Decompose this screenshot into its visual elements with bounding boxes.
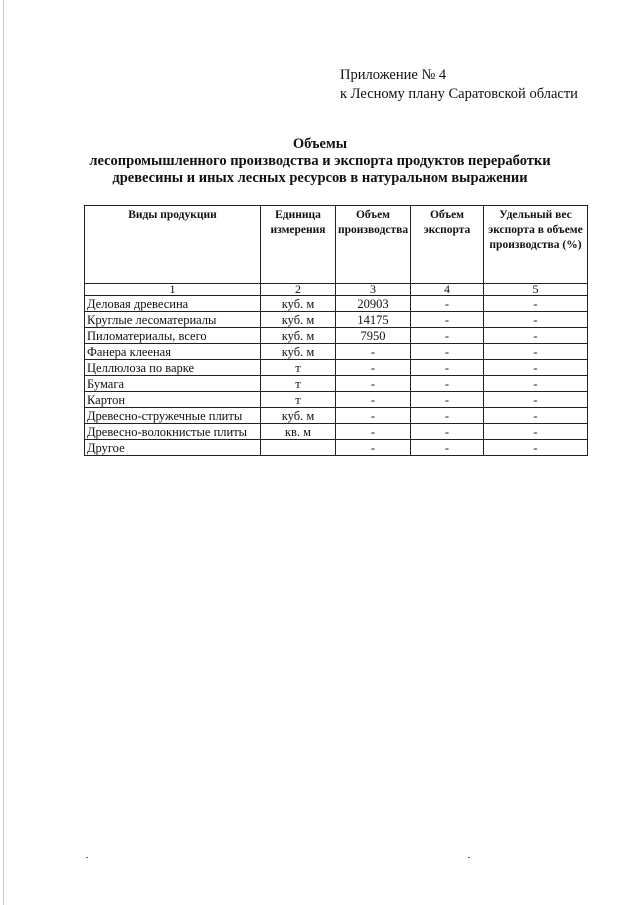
export-cell: - [411,312,484,328]
column-number-row [85,284,588,296]
production-cell: 14175 [336,312,411,328]
unit-cell: куб. м [261,312,336,328]
export-cell: - [411,360,484,376]
product-name: Фанера клееная [85,344,261,360]
export-cell: - [411,392,484,408]
header-export-volume: Объем экспорта [411,206,484,284]
production-cell: - [336,376,411,392]
table-row [85,296,588,312]
share-cell: - [484,360,588,376]
product-name: Картон [85,392,261,408]
unit-cell: т [261,392,336,408]
export-cell: - [411,408,484,424]
column-number: 4 [411,284,484,296]
table-row [85,312,588,328]
scan-speck [468,857,470,858]
production-cell: - [336,392,411,408]
share-cell: - [484,408,588,424]
title-line-2: лесопромышленного производства и экспорта продуктов переработки [89,153,551,169]
export-cell: - [411,344,484,360]
production-cell: 20903 [336,296,411,312]
unit-cell: кв. м [261,424,336,440]
export-cell: - [411,328,484,344]
document-title [0,136,640,187]
unit-cell: куб. м [261,408,336,424]
column-number: 5 [484,284,588,296]
column-number: 3 [336,284,411,296]
export-cell: - [411,296,484,312]
share-cell: - [484,312,588,328]
share-cell: - [484,440,588,456]
header-production-volume: Объем производства [336,206,411,284]
production-table [84,205,588,456]
production-cell: 7950 [336,328,411,344]
product-name: Древесно-стружечные плиты [85,408,261,424]
header-unit: Единица измерения [261,206,336,284]
export-cell: - [411,376,484,392]
share-cell: - [484,344,588,360]
column-number: 1 [85,284,261,296]
product-name: Деловая древесина [85,296,261,312]
title-line-3: древесины и иных лесных ресурсов в натуральном выражении [112,170,528,186]
table-row [85,360,588,376]
column-number: 2 [261,284,336,296]
table-row [85,424,588,440]
unit-cell [261,440,336,456]
production-cell: - [336,424,411,440]
share-cell: - [484,392,588,408]
appendix-document: к Лесному плану Саратовской области [340,86,578,102]
table-row [85,440,588,456]
production-cell: - [336,408,411,424]
production-cell: - [336,360,411,376]
production-cell: - [336,344,411,360]
title-line-1: Объемы [292,136,348,152]
unit-cell: куб. м [261,344,336,360]
scan-speck [86,857,88,858]
appendix-number: Приложение № 4 [340,67,447,83]
export-cell: - [411,424,484,440]
table-row [85,328,588,344]
unit-cell: т [261,360,336,376]
unit-cell: куб. м [261,328,336,344]
appendix-reference [340,66,578,104]
header-row [85,206,588,284]
table-row [85,376,588,392]
share-cell: - [484,424,588,440]
export-cell: - [411,440,484,456]
header-product-type: Виды продукции [85,206,261,284]
product-name: Бумага [85,376,261,392]
table-row [85,392,588,408]
header-export-share: Удельный вес экспорта в объеме производства (%) [484,206,588,284]
share-cell: - [484,328,588,344]
table-row [85,344,588,360]
product-name: Круглые лесоматериалы [85,312,261,328]
product-name: Другое [85,440,261,456]
table-row [85,408,588,424]
product-name: Пиломатериалы, всего [85,328,261,344]
product-name: Целлюлоза по варке [85,360,261,376]
share-cell: - [484,376,588,392]
unit-cell: куб. м [261,296,336,312]
unit-cell: т [261,376,336,392]
production-cell: - [336,440,411,456]
share-cell: - [484,296,588,312]
product-name: Древесно-волокнистые плиты [85,424,261,440]
